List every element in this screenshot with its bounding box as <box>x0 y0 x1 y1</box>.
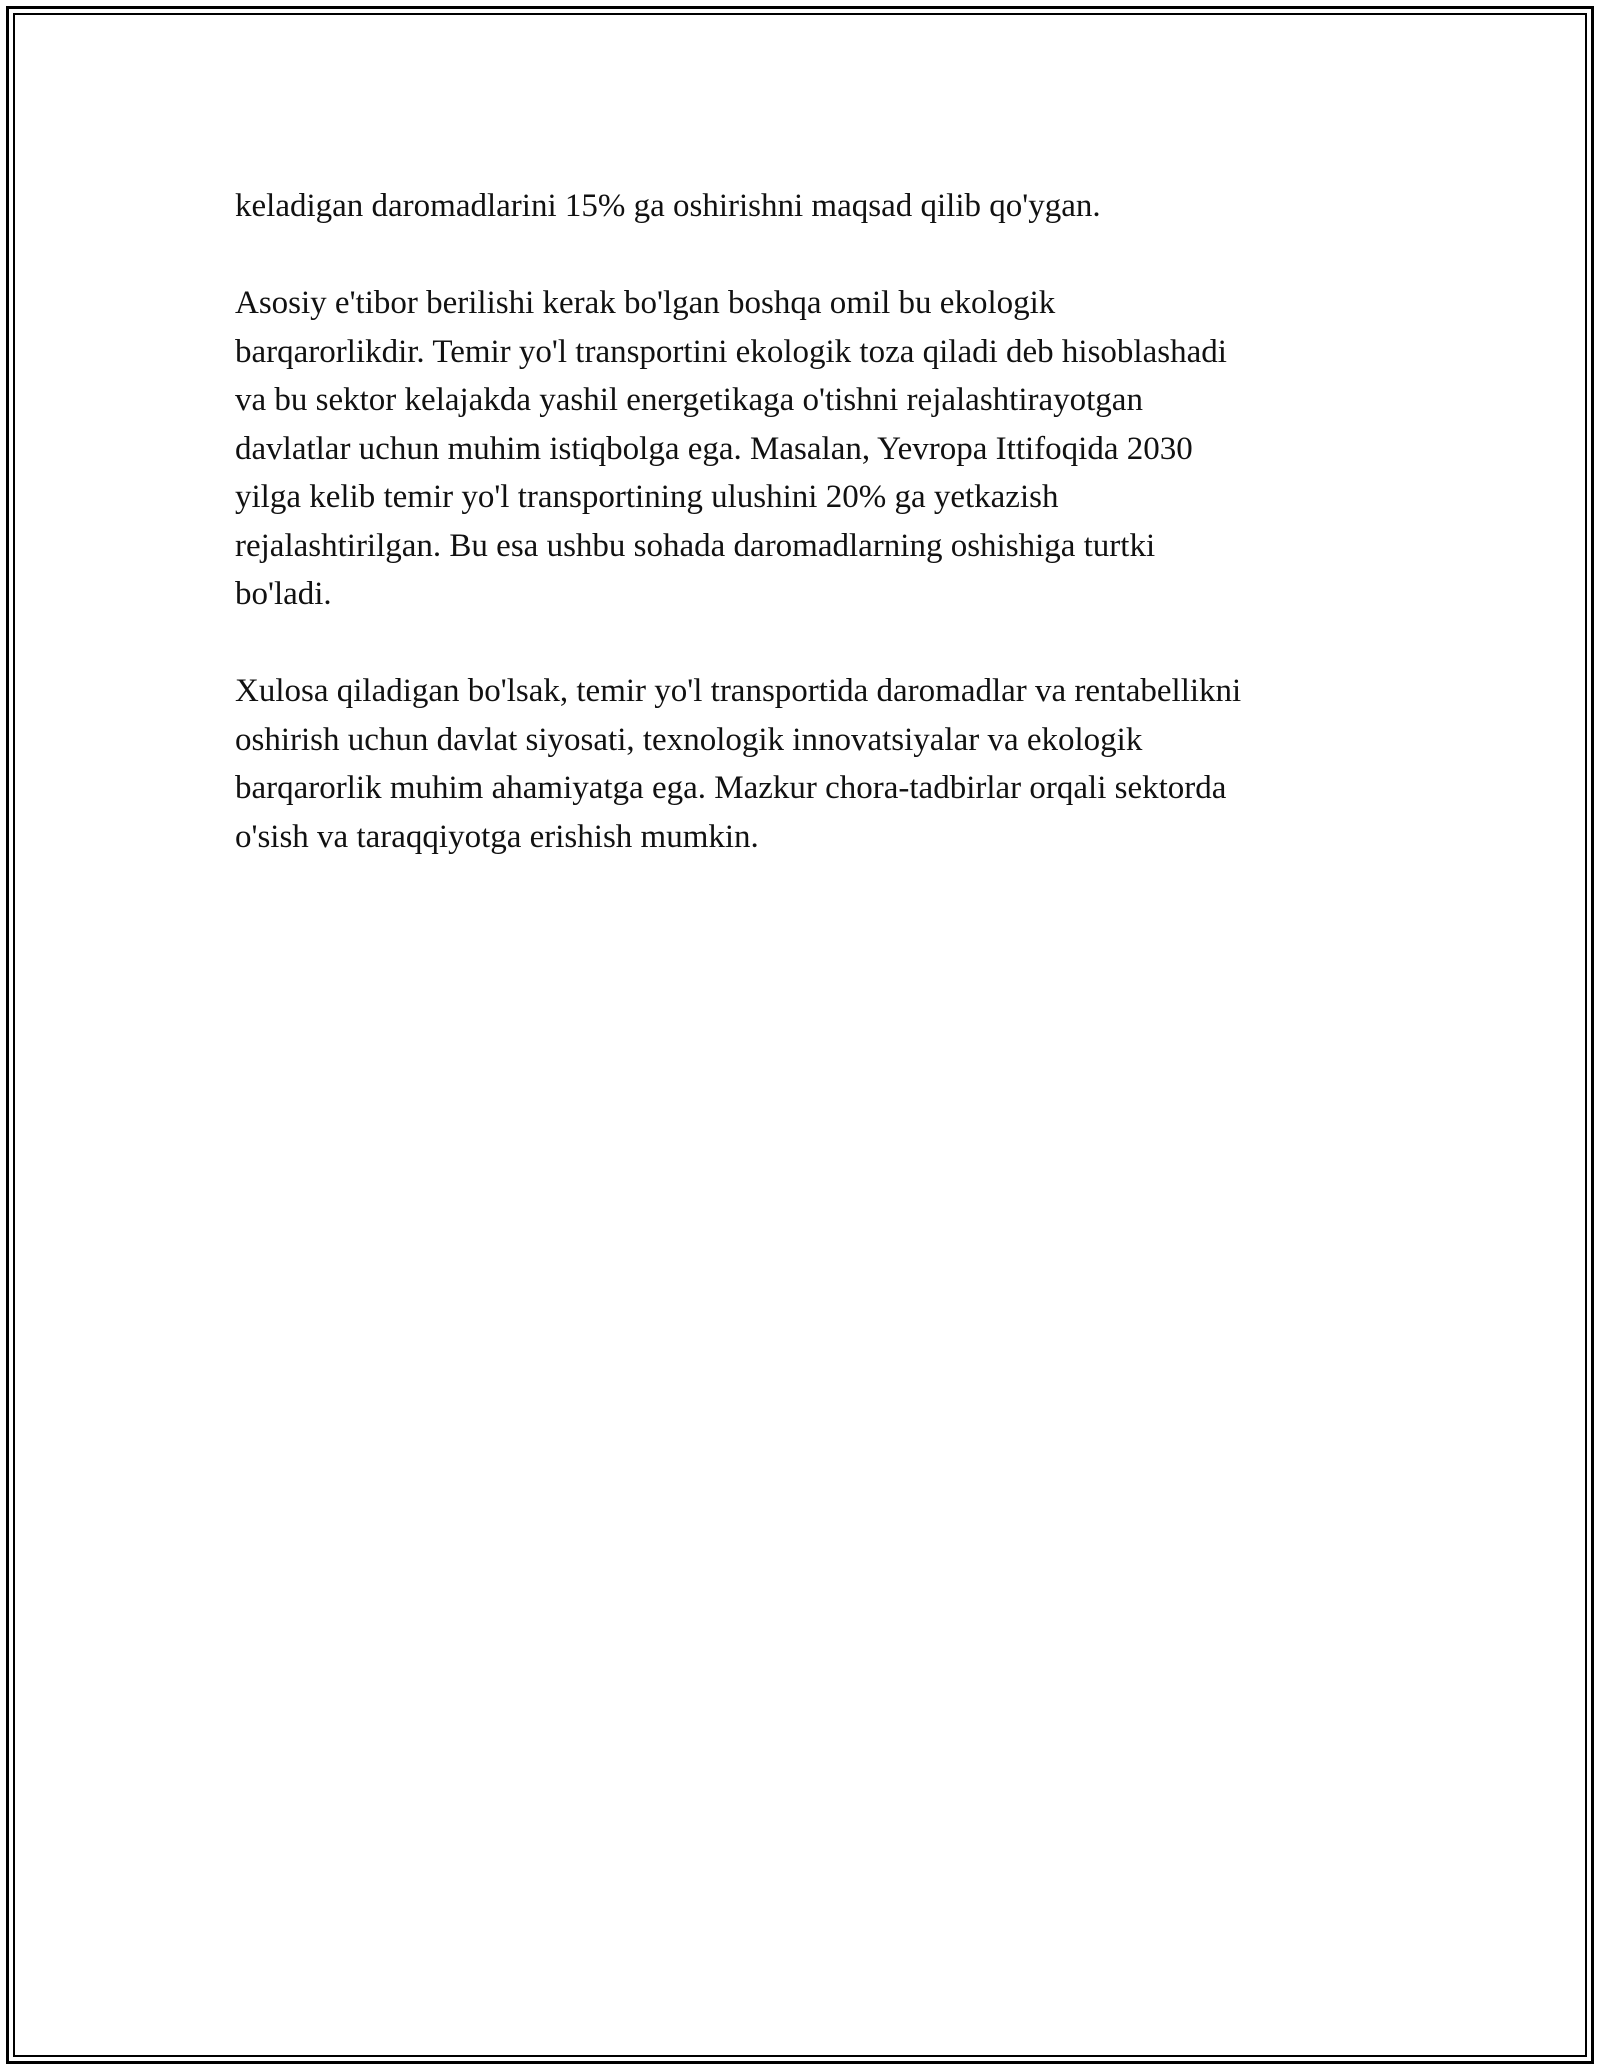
paragraph-ecological-sustainability: Asosiy e'tibor berilishi kerak bo'lgan boshqa omil bu ekologik barqarorlikdir. Temir yo'l transportini ekologik toza qiladi deb hisoblashadi va bu sektor kelajakda yashil energetikaga o'tishni rejalashtirayotgan davlatlar uchun muhim istiqbolga ega. Masalan, Yevropa Ittifoqida 2030 yilga kelib temir yo'l transportining ulushini 20% ga yetkazish rejalashtirilgan. Bu esa ushbu sohada daromadlarning oshishiga turtki bo'ladi. <box>235 285 1227 612</box>
paragraph-continuation: keladigan daromadlarini 15% ga oshirishni maqsad qilib qo'ygan. <box>235 188 1101 224</box>
paragraph-conclusion: Xulosa qiladigan bo'lsak, temir yo'l transportida daromadlar va rentabellikni oshirish uchun davlat siyosati, texnologik innovatsiyalar va ekologik barqarorlik muhim ahamiyatga ega. Mazkur chora-tadbirlar orqali sektorda o'sish va taraqqiyotga erishish mumkin. <box>235 673 1242 855</box>
document-body <box>235 182 1375 861</box>
